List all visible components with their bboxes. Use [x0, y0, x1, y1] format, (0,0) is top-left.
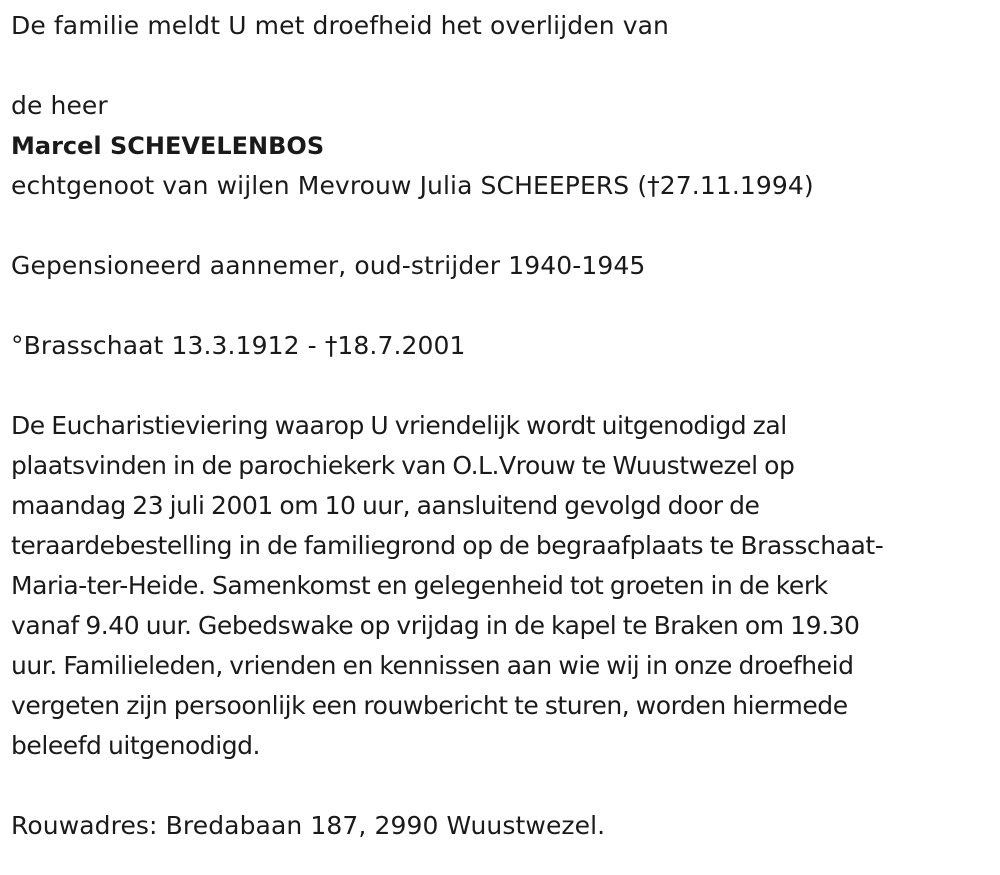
spacer	[11, 766, 996, 806]
ceremony-line: Maria-ter-Heide. Samenkomst en gelegenheid tot groeten in de kerk	[11, 571, 828, 600]
spacer	[11, 286, 996, 326]
spouse-text: echtgenoot van wijlen Mevrouw Julia SCHEEPERS (†27.11.1994)	[11, 171, 814, 200]
ceremony-line: plaatsvinden in de parochiekerk van O.L.Vrouw te Wuustwezel op	[11, 451, 795, 480]
honorific: de heer	[11, 91, 108, 120]
occupation-text: Gepensioneerd aannemer, oud-strijder 1940-1945	[11, 251, 646, 280]
ceremony-line: De Eucharistieviering waarop U vriendelijk wordt uitgenodigd zal	[11, 411, 787, 440]
spacer	[11, 46, 996, 86]
ceremony-line: vanaf 9.40 uur. Gebedswake op vrijdag in de kapel te Braken om 19.30	[11, 611, 860, 640]
ceremony-line: vergeten zijn persoonlijk een rouwbericht te sturen, worden hiermede	[11, 691, 848, 720]
ceremony-line: teraardebestelling in de familiegrond op de begraafplaats te Brasschaat-	[11, 531, 884, 560]
life-dates: °Brasschaat 13.3.1912 - †18.7.2001	[11, 331, 466, 360]
intro-text: De familie meldt U met droefheid het overlijden van	[11, 11, 669, 40]
ceremony-line: beleefd uitgenodigd.	[11, 731, 261, 760]
ceremony-line: uur. Familieleden, vrienden en kennissen aan wie wij in onze droefheid	[11, 651, 854, 680]
mourning-address: Rouwadres: Bredabaan 187, 2990 Wuustwezel.	[11, 811, 606, 840]
ceremony-paragraph	[11, 406, 996, 766]
spacer	[11, 366, 996, 406]
spacer	[11, 206, 996, 246]
deceased-name: Marcel SCHEVELENBOS	[11, 132, 325, 160]
death-notice	[11, 6, 996, 846]
ceremony-line: maandag 23 juli 2001 om 10 uur, aansluitend gevolgd door de	[11, 491, 760, 520]
